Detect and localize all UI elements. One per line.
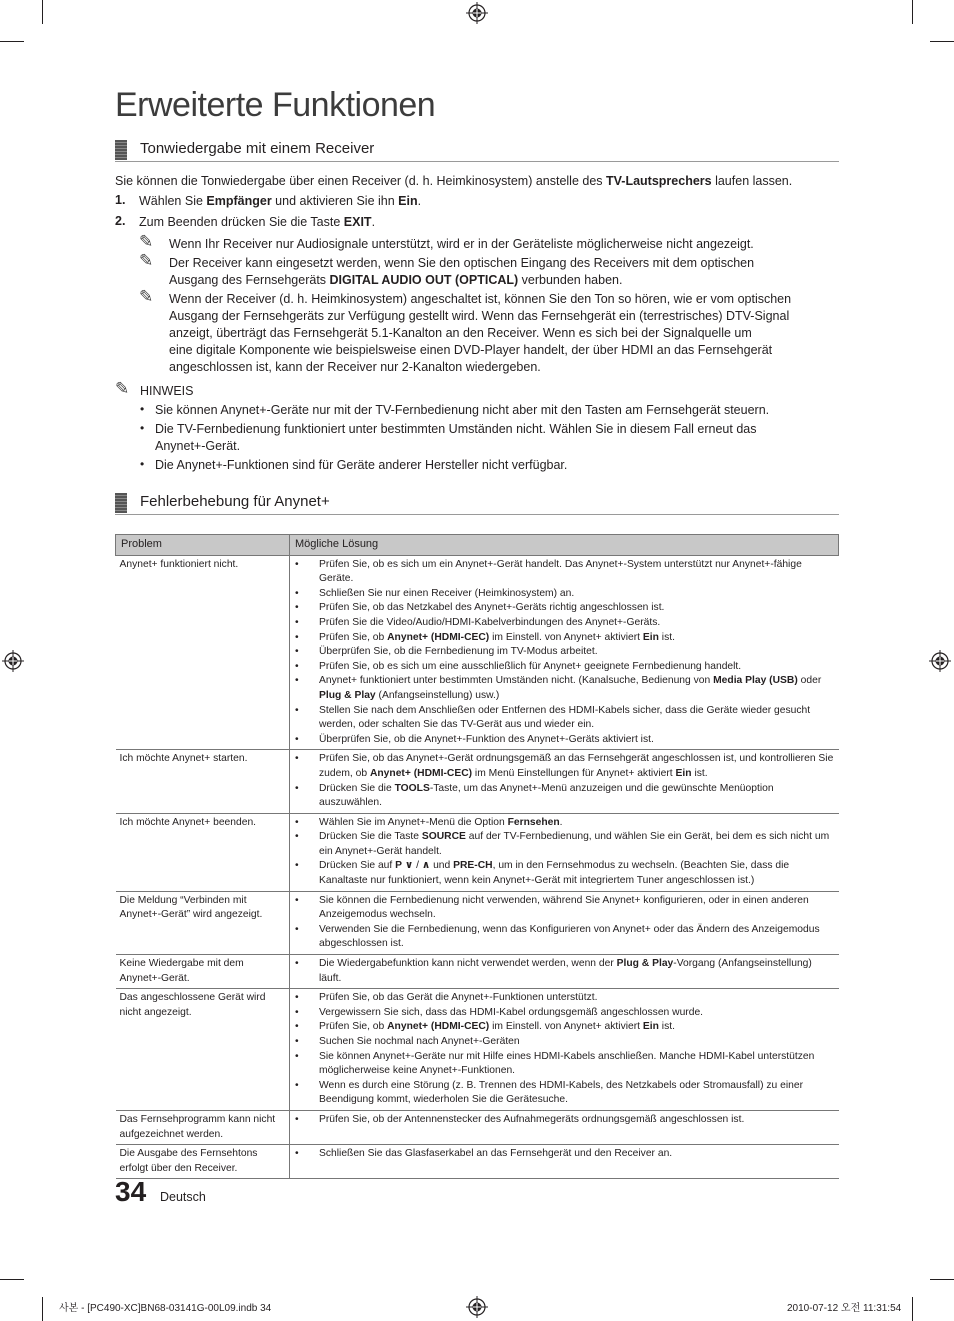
col-header-problem: Problem (116, 535, 290, 556)
section-heading-text: Fehlerbehebung für Anynet+ (140, 493, 330, 510)
solution-cell (290, 955, 839, 989)
hint-pencil-icon: ✎ (115, 379, 130, 398)
problem-cell: Anynet+ funktioniert nicht. (116, 555, 290, 750)
solution-item: • Prüfen Sie die Video/Audio/HDMI-Kabelverbindungen des Anynet+-Geräts. (319, 616, 835, 631)
solution-cell (290, 891, 839, 954)
solution-item: • Prüfen Sie, ob Anynet+ (HDMI-CEC) im Einstell. von Anynet+ aktiviert Ein ist. (319, 631, 835, 646)
solution-list (294, 894, 835, 952)
solution-cell (290, 989, 839, 1111)
solution-item: • Anynet+ funktioniert unter bestimmten Umständen nicht. (Kanalsuche, Bedienung von Media Play (USB) oder Plug & Play (Anfangseinstellung) usw.) (319, 674, 835, 703)
intro-paragraph (115, 173, 839, 190)
note-pencil-icon: ✎ (139, 251, 154, 270)
solution-cell (290, 1145, 839, 1179)
note-text: verbunden haben. (518, 273, 623, 287)
solution-item: • Prüfen Sie, ob es sich um eine ausschließlich für Anynet+ geeignete Fernbedienung handelt. (319, 660, 835, 675)
step-bold: Ein (398, 194, 418, 208)
print-file-info: 사본 - [PC490-XC]BN68-03141G-00L09.indb 34 (59, 1303, 272, 1314)
section-heading-troubleshooting (115, 492, 839, 515)
step-number: 1. (115, 193, 126, 207)
solution-item: • Schließen Sie das Glasfaserkabel an das Fernsehgerät und den Receiver an. (319, 1147, 835, 1162)
table-row (116, 955, 839, 989)
note-3 (169, 291, 839, 376)
hint-line: Die TV-Fernbedienung funktioniert unter bestimmten Umständen nicht. Wählen Sie in diesem Fall erneut das (155, 422, 757, 436)
table-row (116, 1110, 839, 1144)
crop-mark (42, 1297, 43, 1321)
solution-cell (290, 555, 839, 750)
bullet-icon: • (140, 402, 145, 416)
crop-mark (0, 1279, 24, 1280)
step-bold: EXIT (343, 215, 372, 229)
col-header-solution: Mögliche Lösung (290, 535, 839, 556)
page-language: Deutsch (160, 1190, 206, 1204)
problem-cell: Die Ausgabe des Fernsehtons erfolgt über den Receiver. (116, 1145, 290, 1179)
hint-1: Sie können Anynet+-Geräte nur mit der TV-Fernbedienung nicht aber mit den Tasten am Fernsehgerät steuern. (155, 403, 770, 417)
step-text: Wählen Sie (139, 194, 207, 208)
table-header-row (116, 535, 839, 556)
section-heading-receiver (115, 139, 839, 162)
solution-list (294, 752, 835, 810)
registration-mark-icon (466, 2, 488, 24)
solution-cell (290, 1110, 839, 1144)
hint-line: Anynet+-Gerät. (155, 439, 241, 453)
hinweis-label: HINWEIS (140, 384, 194, 398)
note-1: Wenn Ihr Receiver nur Audiosignale unterstützt, wird er in der Geräteliste möglicherweise nicht angezeigt. (169, 237, 754, 251)
solution-item: • Die Wiedergabefunktion kann nicht verwendet werden, wenn der Plug & Play-Vorgang (Anfangseinstellung) läuft. (319, 957, 835, 986)
note-text: Ausgang des Fernsehgeräts (169, 273, 330, 287)
solution-item: • Prüfen Sie, ob Anynet+ (HDMI-CEC) im Einstell. von Anynet+ aktiviert Ein ist. (319, 1020, 835, 1035)
solution-list (294, 816, 835, 889)
solution-item: • Prüfen Sie, ob der Antennenstecker des Aufnahmegeräts ordnungsgemäß angeschlossen ist. (319, 1113, 835, 1128)
table-row (116, 750, 839, 813)
solution-item: • Überprüfen Sie, ob die Fernbedienung im TV-Modus arbeitet. (319, 645, 835, 660)
problem-cell: Ich möchte Anynet+ starten. (116, 750, 290, 813)
problem-cell: Die Meldung “Verbinden mit Anynet+-Gerät” wird angezeigt. (116, 891, 290, 954)
solution-item: • Prüfen Sie, ob das Gerät die Anynet+-Funktionen unterstützt. (319, 991, 835, 1006)
note-line: angeschlossen ist, kann der Receiver nur 2-Kanalton wiedergeben. (169, 360, 541, 374)
crop-mark (930, 41, 954, 42)
bullet-icon: • (140, 457, 145, 471)
solution-item: • Vergewissern Sie sich, dass das HDMI-Kabel ordungsgemäß angeschlossen wurde. (319, 1006, 835, 1021)
note-line: Wenn der Receiver (d. h. Heimkinosystem) angeschaltet ist, können Sie den Ton so hören, wie er vom optischen (169, 292, 792, 306)
page-number: 34 (115, 1176, 147, 1207)
step-text: und aktivieren Sie ihn (271, 194, 399, 208)
note-line: Der Receiver kann eingesetzt werden, wenn Sie den optischen Eingang des Receivers mit dem optischen (169, 256, 755, 270)
section-bar-icon (115, 140, 127, 160)
solution-cell (290, 813, 839, 891)
crop-mark (42, 0, 43, 24)
problem-cell: Keine Wiedergabe mit dem Anynet+-Gerät. (116, 955, 290, 989)
intro-text: Sie können die Tonwiedergabe über einen Receiver (d. h. Heimkinosystem) anstelle des (115, 174, 607, 188)
print-timestamp: 2010-07-12 오전 11:31:54 (787, 1303, 902, 1314)
note-pencil-icon: ✎ (139, 287, 154, 306)
solution-item: • Drücken Sie die TOOLS-Taste, um das Anynet+-Menü anzuzeigen und die gewünschte Menüoption auszuwählen. (319, 782, 835, 811)
step-number: 2. (115, 214, 126, 228)
solution-item: • Prüfen Sie, ob das Netzkabel des Anynet+-Geräts richtig angeschlossen ist. (319, 601, 835, 616)
hint-2 (155, 421, 839, 455)
crop-mark (0, 41, 24, 42)
problem-cell: Das Fernsehprogramm kann nicht aufgezeichnet werden. (116, 1110, 290, 1144)
intro-text-end: laufen lassen. (711, 174, 793, 188)
section-bar-icon (115, 493, 127, 513)
solution-item: • Sie können die Fernbedienung nicht verwenden, während Sie Anynet+ konfigurieren, oder in einen anderen Anzeigemodus wechseln. (319, 894, 835, 923)
step-text: . (417, 194, 422, 208)
crop-mark (912, 0, 913, 24)
solution-list (294, 1113, 835, 1128)
table-row (116, 989, 839, 1111)
problem-cell: Ich möchte Anynet+ beenden. (116, 813, 290, 891)
registration-mark-icon (2, 650, 24, 672)
solution-item: • Wählen Sie im Anynet+-Menü die Option Fernsehen. (319, 816, 835, 831)
solution-item: • Überprüfen Sie, ob die Anynet+-Funktion des Anynet+-Geräts aktiviert ist. (319, 733, 835, 748)
table-row (116, 1145, 839, 1179)
page-title: Erweiterte Funktionen (115, 86, 436, 124)
solution-item: • Prüfen Sie, ob es sich um ein Anynet+-Gerät handelt. Das Anynet+-System unterstützt nur Anynet+-fähige Geräte. (319, 558, 835, 587)
solution-list (294, 957, 835, 986)
bullet-icon: • (140, 421, 145, 435)
step-1 (139, 193, 839, 210)
crop-mark (912, 1297, 913, 1321)
solution-item: • Sie können Anynet+-Geräte nur mit Hilfe eines HDMI-Kabels anschließen. Manche HDMI-Kabel unterstützen möglicherweise keine Anynet+-Funktionen. (319, 1050, 835, 1079)
solution-item: • Stellen Sie nach dem Anschließen oder Entfernen des HDMI-Kabels sicher, dass die Geräte wieder gesucht werden, oder schalten Sie das TV-Gerät aus und wieder ein. (319, 704, 835, 733)
solution-item: • Verwenden Sie die Fernbedienung, wenn das Konfigurieren von Anynet+ oder das Ändern des Anzeigemodus abgeschlossen ist. (319, 923, 835, 952)
solution-item: • Drücken Sie die Taste SOURCE auf der TV-Fernbedienung, und wählen Sie ein Gerät, bei dem es sich nicht um ein Anynet+-Gerät handelt. (319, 830, 835, 859)
troubleshooting-table (115, 534, 839, 1179)
note-2 (169, 255, 839, 289)
solution-item: • Prüfen Sie, ob das Anynet+-Gerät ordnungsgemäß an das Fernsehgerät angeschlossen ist, und kontrollieren Sie zudem, ob Anynet+ (HDMI-CEC) im Menü Einstellungen für Anynet+ aktiviert Ein ist. (319, 752, 835, 781)
note-line: anzeigt, überträgt das Fernsehgerät 5.1-Kanalton an den Receiver. Wenn es sich bei der Signalquelle um (169, 326, 752, 340)
table-body (116, 555, 839, 1179)
solution-list (294, 1147, 835, 1162)
solution-item: • Wenn es durch eine Störung (z. B. Trennen des HDMI-Kabels, des Netzkabels oder Stromausfall) zu einer Beendigung kommt, wiederholen Sie die Gerätesuche. (319, 1079, 835, 1108)
note-bold: DIGITAL AUDIO OUT (OPTICAL) (329, 273, 519, 287)
note-pencil-icon: ✎ (139, 232, 154, 251)
solution-item: • Schließen Sie nur einen Receiver (Heimkinosystem) an. (319, 587, 835, 602)
note-line: eine digitale Komponente wie beispielsweise einen DVD-Player handelt, der über HDMI an das Fernsehgerät (169, 343, 773, 357)
registration-mark-icon (929, 650, 951, 672)
step-text: . (371, 215, 376, 229)
intro-bold: TV-Lautsprechers (606, 174, 712, 188)
registration-mark-icon (466, 1296, 488, 1318)
step-2 (139, 214, 839, 231)
solution-list (294, 991, 835, 1108)
note-line (169, 272, 839, 289)
table-row (116, 813, 839, 891)
step-text: Zum Beenden drücken Sie die Taste (139, 215, 344, 229)
crop-mark (930, 1279, 954, 1280)
step-bold: Empfänger (206, 194, 272, 208)
note-line: Ausgang der Fernsehgeräts zur Verfügung gestellt wird. Wenn das Fernsehgerät ein (terrestrisches) DTV-Signal (169, 309, 790, 323)
section-heading-text: Tonwiedergabe mit einem Receiver (140, 140, 375, 157)
solution-list (294, 558, 835, 748)
solution-cell (290, 750, 839, 813)
solution-item: • Suchen Sie nochmal nach Anynet+-Geräten (319, 1035, 835, 1050)
problem-cell: Das angeschlossene Gerät wird nicht angezeigt. (116, 989, 290, 1111)
table-row (116, 891, 839, 954)
solution-item: • Drücken Sie auf P ∨ / ∧ und PRE-CH, um in den Fernsehmodus zu wechseln. (Beachten Sie, dass die Kanaltaste nur funktioniert, wenn kein Anynet+-Gerät mit integriertem Tuner angeschlossen ist.) (319, 859, 835, 888)
hint-3: Die Anynet+-Funktionen sind für Geräte anderer Hersteller nicht verfügbar. (155, 458, 568, 472)
table-row (116, 555, 839, 750)
